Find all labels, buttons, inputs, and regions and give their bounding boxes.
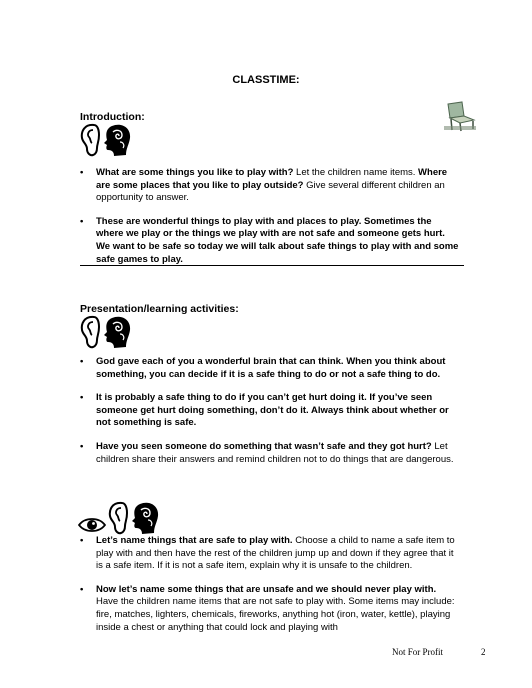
list-item: • It is probably a safe thing to do if you can’t get hurt doing it. If you’ve seen someone get hurt doing something, don’t do it. Always think about whether or not something is safe. [80, 392, 460, 430]
footer-text: Not For Profit [392, 647, 444, 657]
ear-icon [78, 122, 102, 158]
eye-icon [78, 514, 106, 536]
presentation-list [80, 356, 460, 477]
list-item: • God gave each of you a wonderful brain that can think. When you think about something, you can decide if it is a safe thing to do or not a safe thing to do. [80, 356, 460, 381]
list-item: • Now let’s name some things that are unsafe and we should never play with. Have the children name items that are not safe to play with. Some items may include: fire, matches, lighters, chemicals, fireworks, anything hot (iron, water, kettle), playing inside a chest or anything that could lock and playing with [80, 584, 460, 634]
ear-icon [78, 314, 102, 350]
introduction-list [80, 167, 460, 277]
list-item: • Have you seen someone do something that wasn’t safe and they got hurt? Let children share their answers and remind children not to do things that are dangerous. [80, 441, 460, 466]
presentation-heading: Presentation/learning activities: [80, 303, 239, 315]
page-number: 2 [481, 647, 486, 657]
ear-icon [106, 500, 130, 536]
list-item: • These are wonderful things to play with and places to play. Sometimes the where we play or the things we play with are not safe and someone gets hurt. We want to be safe so today we will talk about safe things to play with and some safe games to play. [80, 216, 460, 266]
presentation-icons-eye [78, 500, 160, 536]
presentation-icons [78, 314, 132, 350]
thinking-head-icon [130, 500, 160, 536]
section-divider [80, 265, 464, 266]
introduction-heading: Introduction: [80, 111, 145, 123]
introduction-icons [78, 122, 132, 158]
chair-clipart-icon [440, 100, 480, 137]
presentation-list-2 [80, 535, 460, 645]
list-item: • Let’s name things that are safe to play with. Choose a child to name a safe item to play with and then have the rest of the children jump up and down if they agree that it is a safe item. If it is not a safe item, explain why it is unsafe to the children. [80, 535, 460, 573]
thinking-head-icon [102, 122, 132, 158]
thinking-head-icon [102, 314, 132, 350]
page-title: CLASSTIME: [232, 74, 300, 86]
list-item: • What are some things you like to play with? Let the children name items. Where are some places that you like to play outside? Give several different children an opportunity to answer. [80, 167, 460, 205]
